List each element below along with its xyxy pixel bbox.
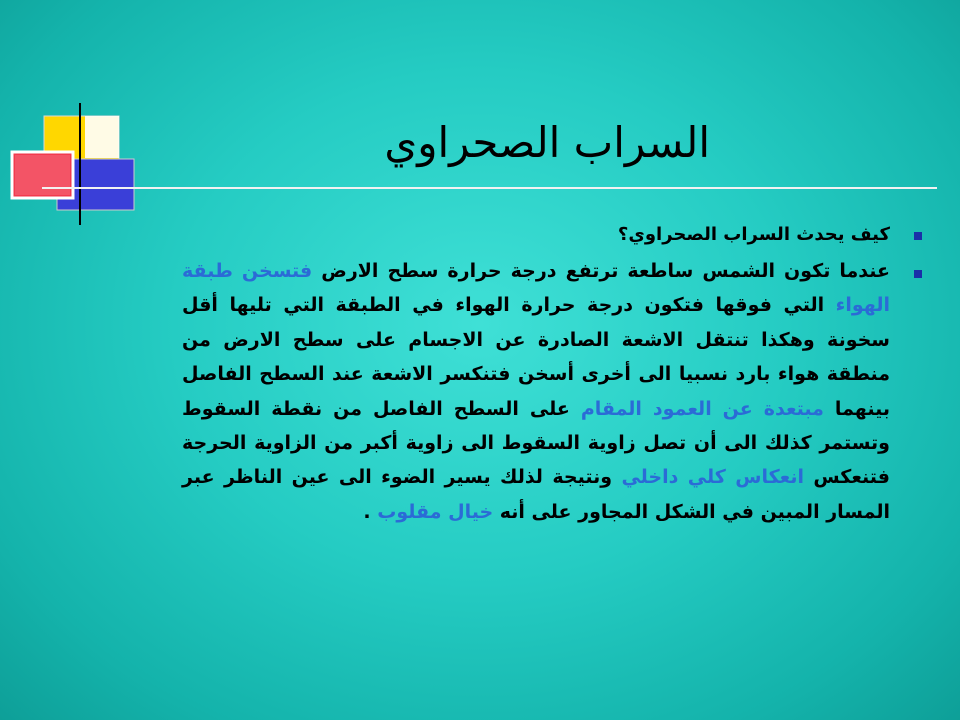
- bullet-question: [182, 220, 922, 250]
- paragraph-segment: .: [363, 500, 378, 523]
- question-text: كيف يحدث السراب الصحراوي؟: [617, 224, 890, 245]
- bullet-explanation: [182, 254, 922, 529]
- paragraph-segment: على السطح الفاصل من نقطة السقوط وتستمر كذلك الى أن تصل زاوية السقوط الى زاوية أكبر من الزاوية الحرجة فتنعكس: [182, 397, 890, 489]
- content-body: [182, 220, 922, 529]
- deco-pink-overlap: [15, 155, 70, 195]
- bullet-square-icon: [914, 232, 922, 240]
- deco-white-square: [85, 116, 119, 158]
- deco-yellow-square: [44, 116, 119, 190]
- paragraph-segment: عندما تكون الشمس ساطعة ترتفع درجة حرارة سطح الارض: [312, 260, 890, 282]
- paragraph-segment: ونتيجة لذلك يسير الضوء الى عين الناظر عبر المسار المبين في الشكل المجاور على أنه: [182, 466, 890, 523]
- bullet-square-icon: [914, 270, 922, 278]
- highlighted-phrase: مبتعدة عن العمود المقام: [580, 397, 824, 420]
- highlighted-phrase: فتسخن طبقة الهواء: [182, 260, 890, 317]
- explanation-paragraph: [182, 260, 890, 523]
- paragraph-segment: التي فوقها فتكون درجة حرارة الهواء في الطبقة التي تليها أقل سخونة وهكذا تنتقل الاشعة الصادرة عن الاجسام على سطح الارض من منطقة هواء بارد نسبيا الى أخرى أسخن فتنكسر الاشعة عند السطح الفاصل بينهما: [182, 294, 890, 420]
- slide-title: السراب الصحراوي: [384, 118, 710, 167]
- highlighted-phrase: خيال مقلوب: [377, 500, 494, 523]
- deco-red-square: [12, 152, 73, 198]
- deco-blue-square: [57, 159, 134, 210]
- highlighted-phrase: انعكاس كلي داخلي: [621, 466, 804, 489]
